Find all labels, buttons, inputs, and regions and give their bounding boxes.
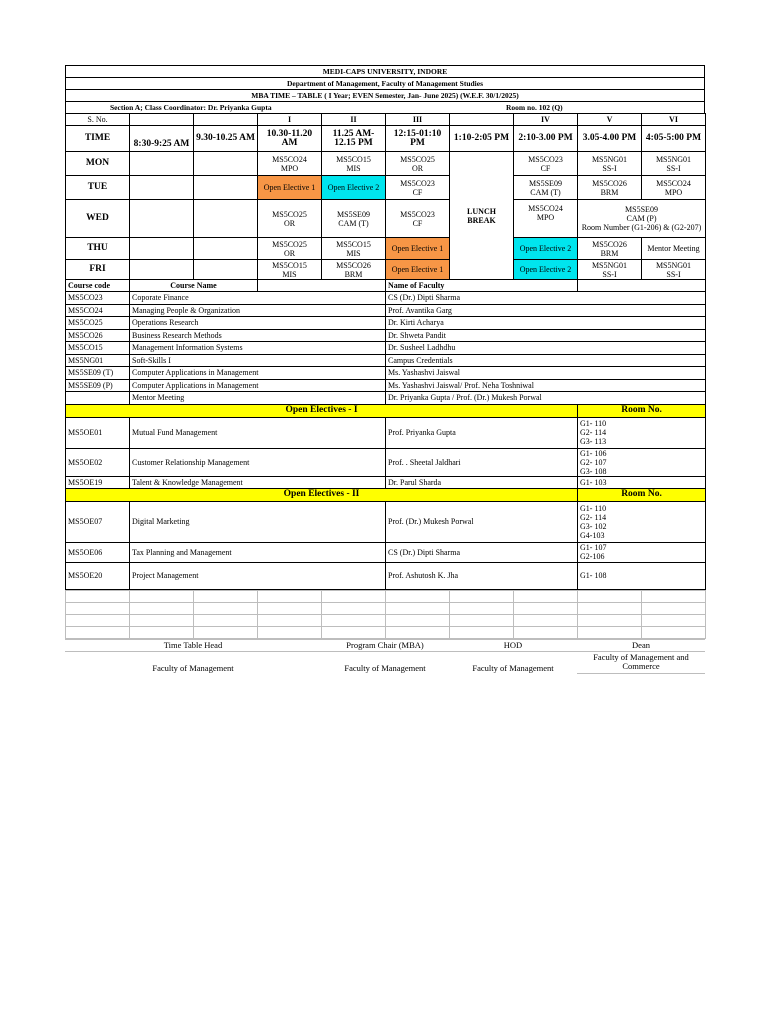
- elective-faculty: Prof. Priyanka Gupta: [386, 417, 578, 448]
- day-label: MON: [66, 152, 130, 176]
- course-name: Management Information Systems: [130, 342, 386, 355]
- elective-faculty: Prof. Ashutosh K. Jha: [386, 562, 578, 589]
- time-slot: 9.30-10.25 AM: [194, 126, 258, 152]
- course-name: Operations Research: [130, 317, 386, 330]
- time-slot: 11.25 AM-12.15 PM: [322, 126, 386, 152]
- section-coordinator: Section A; Class Coordinator: Dr. Priyanka Gupta: [110, 103, 272, 112]
- blank-grid: [65, 590, 706, 639]
- class-cell: MS5NG01 SS-I: [578, 152, 642, 176]
- time-slot: 8:30-9:25 AM: [130, 126, 194, 152]
- course-code: MS5CO23: [66, 292, 130, 305]
- period-header: IV: [514, 114, 578, 126]
- class-cell: MS5CO23 CF: [386, 176, 450, 200]
- elective-code: MS5OE19: [66, 476, 130, 488]
- faculty-name: CS (Dr.) Dipti Sharma: [386, 292, 706, 305]
- class-cell: MS5CO15 MIS: [322, 152, 386, 176]
- electives-2-title: Open Electives - II: [66, 488, 578, 501]
- faculty-name: Campus Credentials: [386, 354, 706, 367]
- class-cell: MS5CO25 OR: [258, 200, 322, 238]
- faculty-name: Dr. Kirti Acharya: [386, 317, 706, 330]
- room-number: Room no. 102 (Q): [506, 103, 563, 112]
- elective-code: MS5OE20: [66, 562, 130, 589]
- open-electives-1-table: [65, 404, 706, 489]
- faculty-name: Ms. Yashashvi Jaiswal/ Prof. Neha Toshniwal: [386, 379, 706, 392]
- course-code: MS5SE09 (P): [66, 379, 130, 392]
- class-cell: MS5CO23 CF: [386, 200, 450, 238]
- open-elective-2-cell: Open Elective 2: [322, 176, 386, 200]
- elective-faculty: Prof. . Sheetal Jaldhari: [386, 448, 578, 476]
- time-slot: 2:10-3.00 PM: [514, 126, 578, 152]
- class-cell: MS5SE09 CAM (T): [322, 200, 386, 238]
- open-elective-2-cell: Open Elective 2: [514, 260, 578, 280]
- elective-row: [66, 448, 706, 476]
- elective-faculty: Dr. Parul Sharda: [386, 476, 578, 488]
- course-code: [66, 392, 130, 405]
- course-code: MS5NG01: [66, 354, 130, 367]
- signature-unit: Faculty of Management: [65, 651, 321, 673]
- elective-row: [66, 562, 706, 589]
- course-row: [66, 342, 706, 355]
- class-cell: MS5CO23 CF: [514, 152, 578, 176]
- electives-2-room-header: Room No.: [578, 488, 706, 501]
- period-header: I: [258, 114, 322, 126]
- class-cell: MS5CO24 MPO: [514, 200, 578, 238]
- elective-name: Mutual Fund Management: [130, 417, 386, 448]
- elective-name: Customer Relationship Management: [130, 448, 386, 476]
- course-name: Soft-Skills I: [130, 354, 386, 367]
- faculty-header: Name of Faculty: [386, 280, 578, 292]
- elective-name: Tax Planning and Management: [130, 542, 386, 562]
- signature-title: Program Chair (MBA): [321, 639, 449, 651]
- class-cell: MS5CO15 MIS: [322, 238, 386, 260]
- course-code: MS5CO24: [66, 304, 130, 317]
- course-row: [66, 367, 706, 380]
- time-slot: 4:05-5:00 PM: [642, 126, 706, 152]
- course-name: Computer Applications in Management: [130, 367, 386, 380]
- elective-room: G1- 103: [578, 476, 706, 488]
- course-code: MS5CO26: [66, 329, 130, 342]
- elective-room: G1- 108: [578, 562, 706, 589]
- open-elective-2-cell: Open Elective 2: [514, 238, 578, 260]
- course-row: [66, 354, 706, 367]
- open-elective-1-cell: Open Elective 1: [258, 176, 322, 200]
- elective-faculty: CS (Dr.) Dipti Sharma: [386, 542, 578, 562]
- timetable-title: MBA TIME – TABLE ( I Year; EVEN Semester, Jan- June 2025) (W.E.F. 30/1/2025): [66, 90, 705, 102]
- class-cell: MS5SE09 CAM (T): [514, 176, 578, 200]
- course-name: Computer Applications in Management: [130, 379, 386, 392]
- course-name-header: Course Name: [130, 280, 258, 292]
- course-table: [65, 279, 706, 405]
- class-cell: MS5CO25 OR: [386, 152, 450, 176]
- elective-row: [66, 417, 706, 448]
- department-name: Department of Management, Faculty of Management Studies: [66, 78, 705, 90]
- electives-1-title: Open Electives - I: [66, 404, 578, 417]
- course-name: Business Research Methods: [130, 329, 386, 342]
- course-row: [66, 304, 706, 317]
- course-code: MS5CO15: [66, 342, 130, 355]
- course-row: [66, 317, 706, 330]
- class-cell: MS5NG01 SS-I: [642, 152, 706, 176]
- title-block: [65, 65, 705, 114]
- period-header: VI: [642, 114, 706, 126]
- class-cell: MS5NG01 SS-I: [642, 260, 706, 280]
- open-electives-2-table: [65, 488, 706, 590]
- class-cell: MS5CO25 OR: [258, 238, 322, 260]
- course-row: [66, 329, 706, 342]
- course-row: [66, 392, 706, 405]
- elective-room: G1- 110 G2- 114 G3- 102 G4-103: [578, 501, 706, 542]
- day-label: WED: [66, 200, 130, 238]
- faculty-name: Prof. Avantika Garg: [386, 304, 706, 317]
- elective-row: [66, 542, 706, 562]
- elective-room: G1- 106 G2- 107 G3- 108: [578, 448, 706, 476]
- day-label: TUE: [66, 176, 130, 200]
- time-label: TIME: [66, 126, 130, 152]
- class-cell: MS5CO24 MPO: [258, 152, 322, 176]
- course-row: [66, 379, 706, 392]
- elective-room: G1- 107 G2-106: [578, 542, 706, 562]
- elective-code: MS5OE02: [66, 448, 130, 476]
- period-header: II: [322, 114, 386, 126]
- class-cell: MS5CO26 BRM: [322, 260, 386, 280]
- elective-name: Talent & Knowledge Management: [130, 476, 386, 488]
- signature-title: Dean: [577, 639, 705, 651]
- time-slot: 1:10-2:05 PM: [450, 126, 514, 152]
- period-header: III: [386, 114, 450, 126]
- time-slot: 10.30-11.20 AM: [258, 126, 322, 152]
- course-row: [66, 292, 706, 305]
- day-label: THU: [66, 238, 130, 260]
- signature-unit: Faculty of Management: [321, 651, 449, 673]
- faculty-name: Dr. Susheel Ladhdhu: [386, 342, 706, 355]
- open-elective-1-cell: Open Elective 1: [386, 238, 450, 260]
- elective-row: [66, 476, 706, 488]
- class-cell: MS5CO26 BRM: [578, 238, 642, 260]
- sno-header: S. No.: [66, 114, 130, 126]
- elective-faculty: Prof. (Dr.) Mukesh Porwal: [386, 501, 578, 542]
- day-label: FRI: [66, 260, 130, 280]
- timetable-sheet: [65, 65, 705, 674]
- course-name: Managing People & Organization: [130, 304, 386, 317]
- signature-title: HOD: [449, 639, 577, 651]
- course-code: MS5CO25: [66, 317, 130, 330]
- signature-unit: Faculty of Management and Commerce: [577, 651, 705, 673]
- class-cell: MS5CO24 MPO: [642, 176, 706, 200]
- course-name: Coporate Finance: [130, 292, 386, 305]
- class-cell: MS5NG01 SS-I: [578, 260, 642, 280]
- open-elective-1-cell: Open Elective 1: [386, 260, 450, 280]
- time-slot: 3.05-4.00 PM: [578, 126, 642, 152]
- elective-row: [66, 501, 706, 542]
- course-code: MS5SE09 (T): [66, 367, 130, 380]
- schedule-grid: [65, 113, 706, 280]
- period-header: V: [578, 114, 642, 126]
- elective-room: G1- 110 G2- 114 G3- 113: [578, 417, 706, 448]
- signature-title: Time Table Head: [65, 639, 321, 651]
- elective-name: Project Management: [130, 562, 386, 589]
- university-name: MEDI-CAPS UNIVERSITY, INDORE: [66, 66, 705, 78]
- faculty-name: Dr. Shweta Pandit: [386, 329, 706, 342]
- elective-name: Digital Marketing: [130, 501, 386, 542]
- lunch-break: LUNCH BREAK: [450, 152, 514, 280]
- signature-unit: Faculty of Management: [449, 651, 577, 673]
- section-info: [66, 102, 705, 114]
- course-code-header: Course code: [66, 280, 130, 292]
- signature-block: [65, 639, 705, 674]
- class-cell: MS5CO15 MIS: [258, 260, 322, 280]
- faculty-name: Ms. Yashashvi Jaiswal: [386, 367, 706, 380]
- class-cell: MS5CO26 BRM: [578, 176, 642, 200]
- time-slot: 12:15-01:10 PM: [386, 126, 450, 152]
- elective-code: MS5OE01: [66, 417, 130, 448]
- mentor-meeting-cell: Mentor Meeting: [642, 238, 706, 260]
- electives-1-room-header: Room No.: [578, 404, 706, 417]
- course-name: Mentor Meeting: [130, 392, 386, 405]
- faculty-name: Dr. Priyanka Gupta / Prof. (Dr.) Mukesh Porwal: [386, 392, 706, 405]
- lab-cell: MS5SE09 CAM (P) Room Number (G1-206) & (G2-207): [578, 200, 706, 238]
- elective-code: MS5OE07: [66, 501, 130, 542]
- elective-code: MS5OE06: [66, 542, 130, 562]
